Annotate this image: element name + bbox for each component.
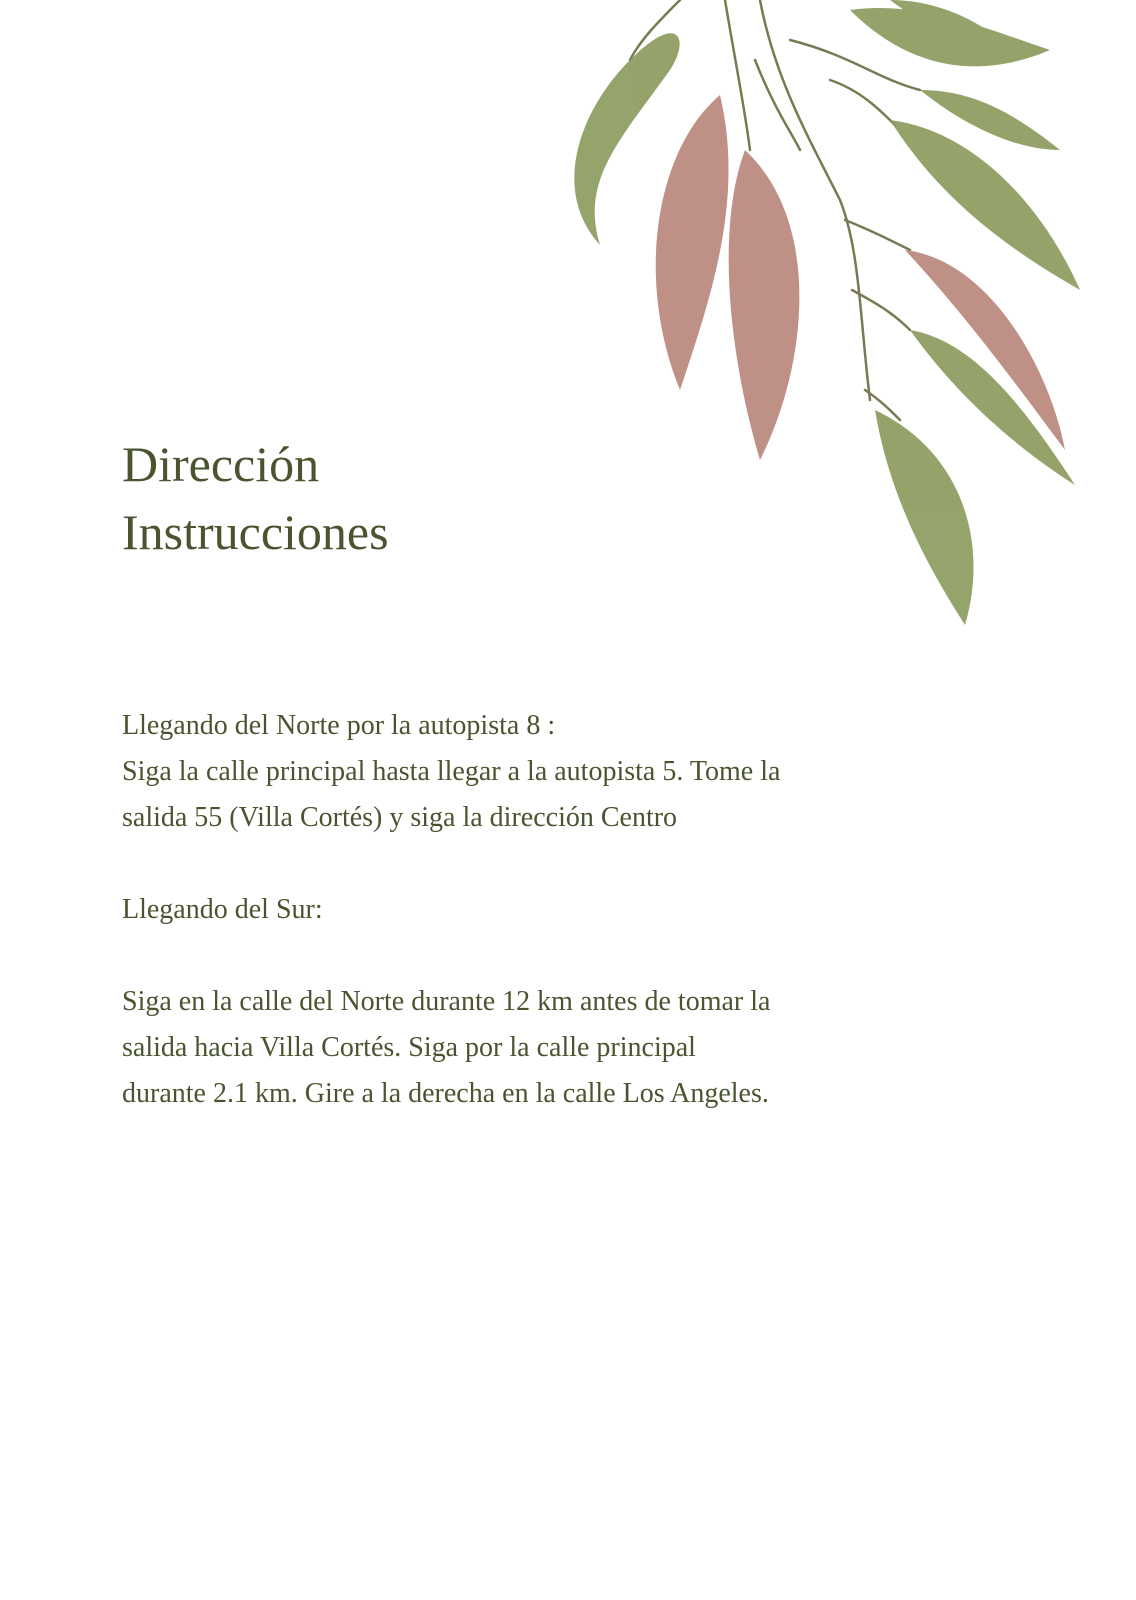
spacer	[122, 841, 1002, 887]
south-line: salida hacia Villa Cortés. Siga por la calle principal	[122, 1032, 696, 1063]
south-line: durante 2.1 km. Gire a la derecha en la calle Los Angeles.	[122, 1078, 769, 1109]
south-line: Siga en la calle del Norte durante 12 km antes de tomar la	[122, 986, 771, 1017]
watercolor-leaves-icon	[560, 0, 1136, 650]
spacer	[122, 933, 1002, 979]
south-heading: Llegando del Sur:	[122, 894, 323, 925]
north-line: Siga la calle principal hasta llegar a la autopista 5. Tome la	[122, 756, 781, 787]
directions-body	[122, 703, 1002, 1117]
south-heading-section	[122, 887, 1002, 933]
north-section	[122, 703, 1002, 841]
north-heading: Llegando del Norte por la autopista 8 :	[122, 710, 556, 741]
north-line: salida 55 (Villa Cortés) y siga la dirección Centro	[122, 802, 678, 833]
title-line-2: Instrucciones	[122, 504, 389, 560]
page-title	[122, 430, 389, 566]
title-line-1: Dirección	[122, 436, 320, 492]
south-section	[122, 979, 1002, 1117]
